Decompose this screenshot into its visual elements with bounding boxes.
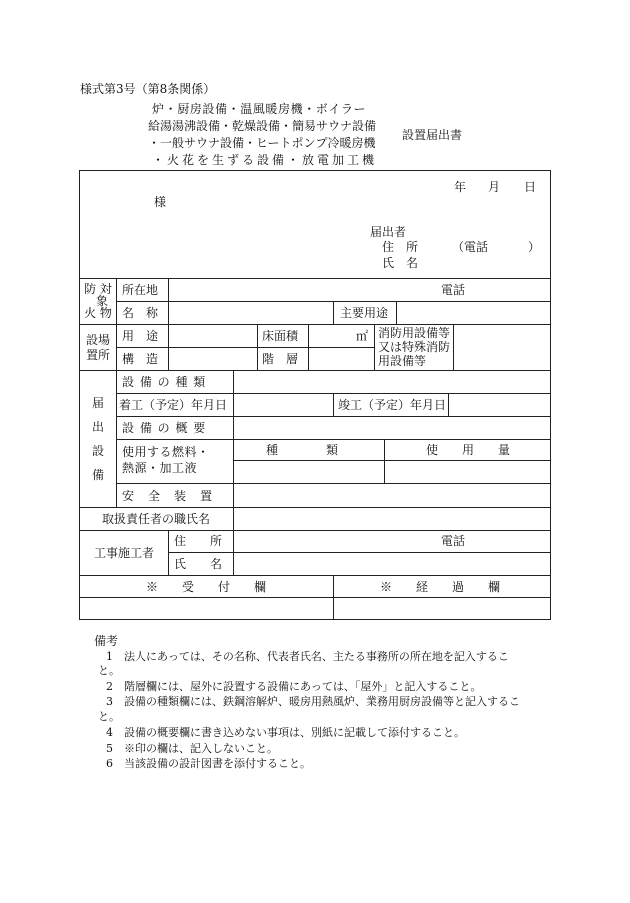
remarks-title: 備考 bbox=[94, 634, 119, 648]
remark-line-4: 4 設備の概要欄に書き込めない事項は、別紙に記載して添付すること。 bbox=[106, 726, 465, 739]
equip-group-char-3: 設 bbox=[91, 444, 104, 458]
site-fire-equipment-3: 用設備等 bbox=[378, 354, 427, 368]
date-year: 年 bbox=[454, 180, 467, 194]
site-floors-label: 階 層 bbox=[262, 352, 299, 366]
contractor-address-label: 住 所 bbox=[174, 534, 223, 548]
contractor-name-label: 氏 名 bbox=[174, 557, 223, 571]
equip-fuel-label-2: 熱源・加工液 bbox=[122, 461, 198, 475]
equip-start-label: 着工（予定）年月日 bbox=[119, 398, 228, 412]
object-name-label: 名 称 bbox=[122, 306, 159, 320]
equip-overview-label: 設 備 の 概 要 bbox=[122, 421, 207, 435]
site-structure-label: 構 造 bbox=[122, 352, 159, 366]
reception-column-header: ※ 受 付 欄 bbox=[146, 580, 267, 594]
contractor-label: 工事施工者 bbox=[94, 546, 155, 560]
contractor-phone-label: 電話 bbox=[441, 534, 466, 548]
title-line-4: ・火花を生ずる設備・放電加工機 bbox=[152, 153, 378, 167]
object-group-label-3: 火 物 bbox=[84, 306, 112, 320]
remark-line-2: 2 階層欄には、屋外に設置する設備にあっては、「屋外」と記入すること。 bbox=[106, 680, 482, 693]
remark-line-3: 3 設備の種類欄には、鉄鋼溶解炉、暖房用熱風炉、業務用厨房設備等と記入するこ bbox=[106, 695, 520, 708]
site-group-label-2: 置所 bbox=[85, 348, 110, 362]
equip-complete-label: 竣工（予定）年月日 bbox=[338, 398, 447, 412]
object-group-label-1: 防 対 bbox=[84, 282, 112, 296]
remark-line-6: 6 当該設備の設計図書を添付すること。 bbox=[106, 757, 311, 770]
remark-line-1-cont: と。 bbox=[98, 664, 120, 677]
site-group-label-1: 設場 bbox=[85, 333, 110, 347]
equip-fuel-label-1: 使用する燃料・ bbox=[122, 445, 210, 459]
equip-type-label: 設 備 の 種 類 bbox=[122, 375, 207, 389]
remark-line-5: 5 ※印の欄は、記入しないこと。 bbox=[106, 742, 278, 755]
equip-group-char-2: 出 bbox=[91, 420, 104, 434]
title-suffix: 設置届出書 bbox=[402, 128, 463, 142]
object-phone-label: 電話 bbox=[441, 283, 466, 297]
applicant-name-label: 氏 名 bbox=[382, 256, 419, 270]
equip-safety-label: 安 全 装 置 bbox=[122, 489, 214, 503]
title-line-2: 給湯湯沸設備・乾燥設備・簡易サウナ設備 bbox=[148, 119, 377, 133]
remark-line-1: 1 法人にあっては、その名称、代表者氏名、主たる事務所の所在地を記入するこ bbox=[106, 650, 509, 663]
date-month: 月 bbox=[488, 180, 501, 194]
site-fire-equipment-1: 消防用設備等 bbox=[378, 326, 451, 340]
site-use-label: 用 途 bbox=[122, 329, 159, 343]
remark-line-3-cont: と。 bbox=[98, 710, 120, 723]
object-location-label: 所在地 bbox=[122, 283, 159, 297]
applicant-label: 届出者 bbox=[370, 225, 407, 239]
date-day: 日 bbox=[524, 180, 537, 194]
site-area-unit: ㎡ bbox=[356, 329, 369, 343]
equip-group-char-1: 届 bbox=[91, 396, 104, 410]
equip-kind-header: 種 類 bbox=[266, 443, 339, 457]
title-line-3: ・一般サウナ設備・ヒートポンプ冷暖房機 bbox=[148, 136, 376, 150]
object-main-use-label: 主要用途 bbox=[340, 306, 389, 320]
applicant-phone-close: ） bbox=[528, 240, 541, 254]
site-fire-equipment-2: 又は特殊消防 bbox=[378, 340, 451, 354]
equip-group-char-4: 備 bbox=[91, 468, 104, 482]
title-line-1: 炉・厨房設備・温風暖房機・ボイラー bbox=[152, 102, 367, 116]
object-group-label-2: 象 bbox=[95, 294, 108, 308]
form-number: 様式第3号（第8条関係） bbox=[80, 82, 216, 96]
equip-usage-header: 使 用 量 bbox=[426, 443, 511, 457]
applicant-phone-label: （電話 bbox=[452, 240, 489, 254]
applicant-address-label: 住 所 bbox=[382, 240, 419, 254]
site-floor-area-label: 床面積 bbox=[262, 329, 299, 343]
progress-column-header: ※ 経 過 欄 bbox=[380, 580, 501, 594]
handler-label: 取扱責任者の職氏名 bbox=[102, 512, 211, 526]
addressee-sama: 様 bbox=[154, 195, 167, 209]
